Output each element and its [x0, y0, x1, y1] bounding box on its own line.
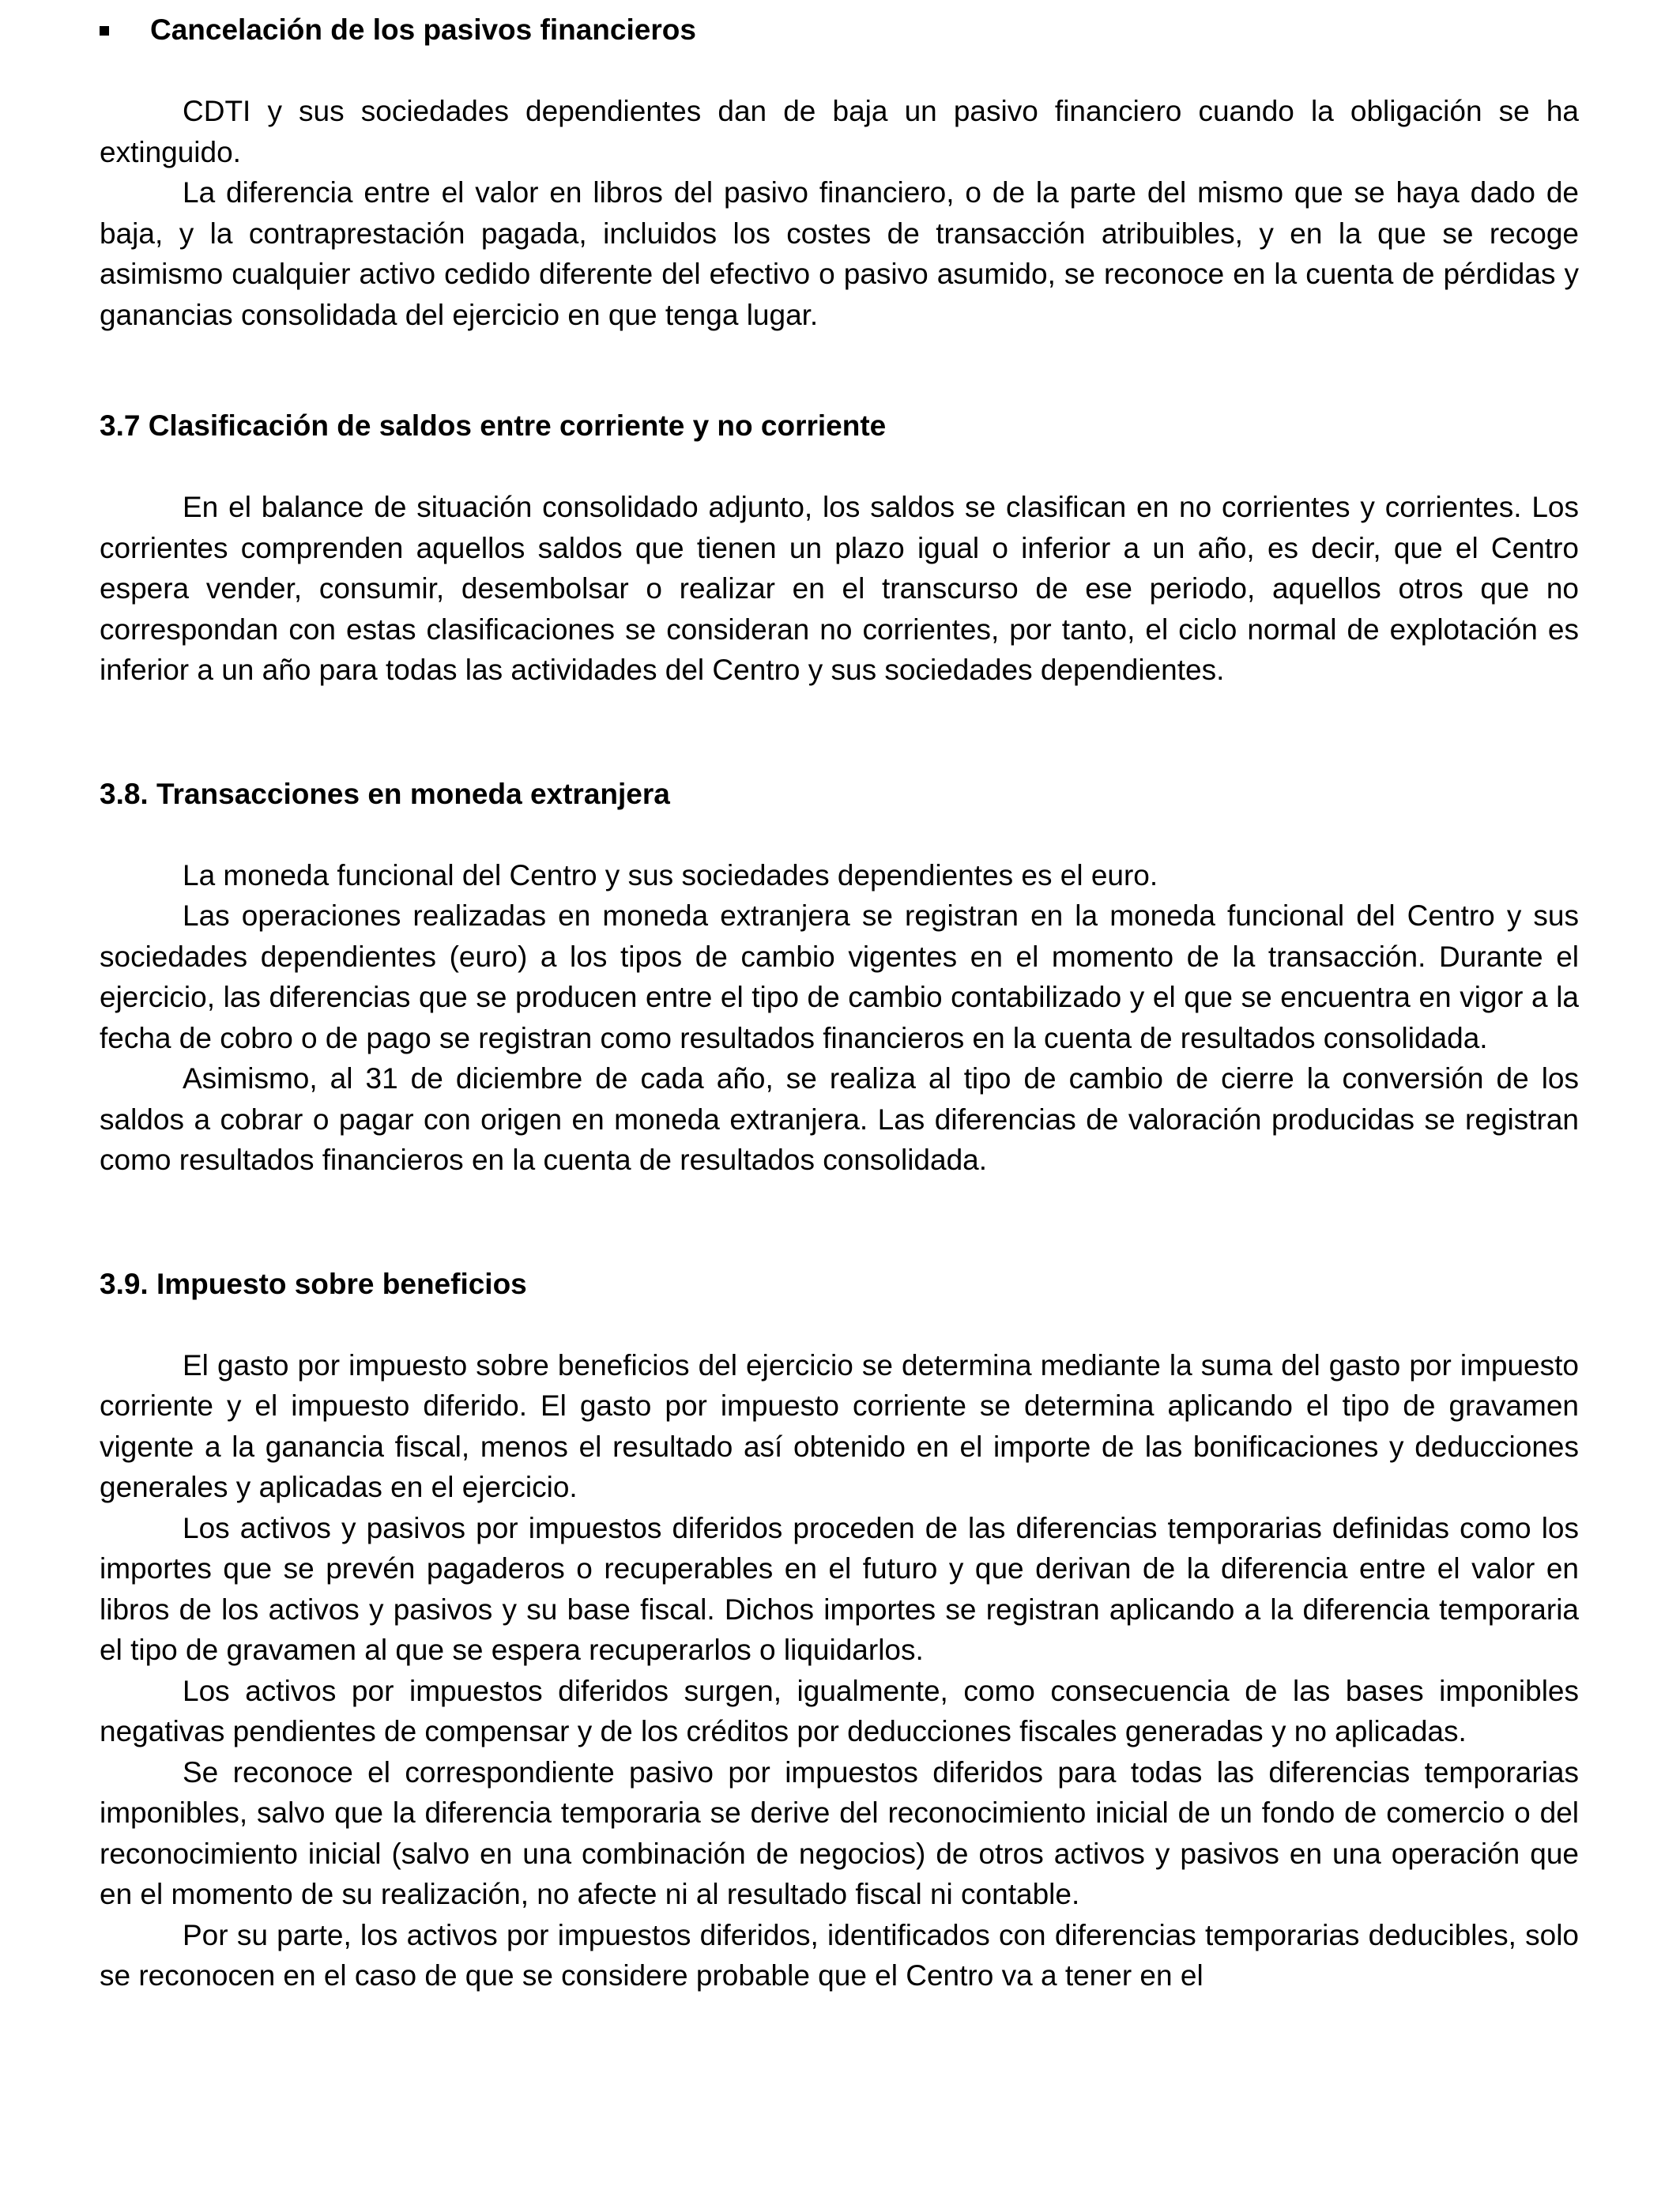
- paragraph: Se reconoce el correspondiente pasivo por impuestos diferidos para todas las diferencias temporarias imponibles, salvo que la diferencia temporaria se derive del reconocimiento inicial de un fondo de comercio o del reconocimiento inicial (salvo en una combinación de negocios) de otros activos y pasivos en una operación que en el momento de su realización, no afecte ni al resultado fiscal ni contable.: [100, 1755, 1579, 1910]
- document-page: [100, 9, 1579, 1996]
- paragraph: CDTI y sus sociedades dependientes dan de baja un pasivo financiero cuando la obligación se ha extinguido.: [100, 95, 1579, 168]
- section-heading-3-9: 3.9. Impuesto sobre beneficios: [100, 1267, 527, 1300]
- paragraph: El gasto por impuesto sobre beneficios del ejercicio se determina mediante la suma del gasto por impuesto corriente y el impuesto diferido. El gasto por impuesto corriente se determina aplicando el tipo de gravamen vigente a la ganancia fiscal, menos el resultado así obtenido en el importe de las bonificaciones y deducciones generales y aplicadas en el ejercicio.: [100, 1348, 1579, 1503]
- section-heading-3-7: 3.7 Clasificación de saldos entre corriente y no corriente: [100, 409, 887, 442]
- section-heading-3-8: 3.8. Transacciones en moneda extranjera: [100, 777, 670, 810]
- heading-text: Cancelación de los pasivos financieros: [150, 13, 696, 46]
- paragraph: Las operaciones realizadas en moneda extranjera se registran en la moneda funcional del Centro y sus sociedades dependientes (euro) a los tipos de cambio vigentes en el momento de la transacción. Durante el ejercicio, las diferencias que se producen entre el tipo de cambio contabilizado y el que se encuentra en vigor a la fecha de cobro o de pago se registran como resultados financieros en la cuenta de resultados consolidada.: [100, 899, 1579, 1054]
- section-heading-cancelacion: [100, 9, 1579, 51]
- paragraph: La diferencia entre el valor en libros del pasivo financiero, o de la parte del mismo que se haya dado de baja, y la contraprestación pagada, incluidos los costes de transacción atribuibles, y en la que se recoge asimismo cualquier activo cedido diferente del efectivo o pasivo asumido, se reconoce en la cuenta de pérdidas y ganancias consolidada del ejercicio en que tenga lugar.: [100, 176, 1579, 331]
- square-bullet-icon: [100, 26, 109, 36]
- paragraph: Asimismo, al 31 de diciembre de cada año, se realiza al tipo de cambio de cierre la conversión de los saldos a cobrar o pagar con origen en moneda extranjera. Las diferencias de valoración producidas se registran como resultados financieros en la cuenta de resultados consolidada.: [100, 1062, 1579, 1176]
- paragraph: Los activos por impuestos diferidos surgen, igualmente, como consecuencia de las bases imponibles negativas pendientes de compensar y de los créditos por deducciones fiscales generadas y no aplicadas.: [100, 1674, 1579, 1747]
- paragraph: La moneda funcional del Centro y sus sociedades dependientes es el euro.: [183, 858, 1158, 892]
- paragraph: Por su parte, los activos por impuestos diferidos, identificados con diferencias temporarias deducibles, solo se reconocen en el caso de que se considere probable que el Centro va a tener en el: [100, 1918, 1579, 1992]
- paragraph: En el balance de situación consolidado adjunto, los saldos se clasifican en no corrientes y corrientes. Los corrientes comprenden aquellos saldos que tienen un plazo igual o inferior a un año, es decir, que el Centro espera vender, consumir, desembolsar o realizar en el transcurso de ese periodo, aquellos otros que no correspondan con estas clasificaciones se consideran no corrientes, por tanto, el ciclo normal de explotación es inferior a un año para todas las actividades del Centro y sus sociedades dependientes.: [100, 491, 1579, 686]
- paragraph: Los activos y pasivos por impuestos diferidos proceden de las diferencias temporarias definidas como los importes que se prevén pagaderos o recuperables en el futuro y que derivan de la diferencia entre el valor en libros de los activos y pasivos y su base fiscal. Dichos importes se registran aplicando a la diferencia temporaria el tipo de gravamen al que se espera recuperarlos o liquidarlos.: [100, 1511, 1579, 1666]
